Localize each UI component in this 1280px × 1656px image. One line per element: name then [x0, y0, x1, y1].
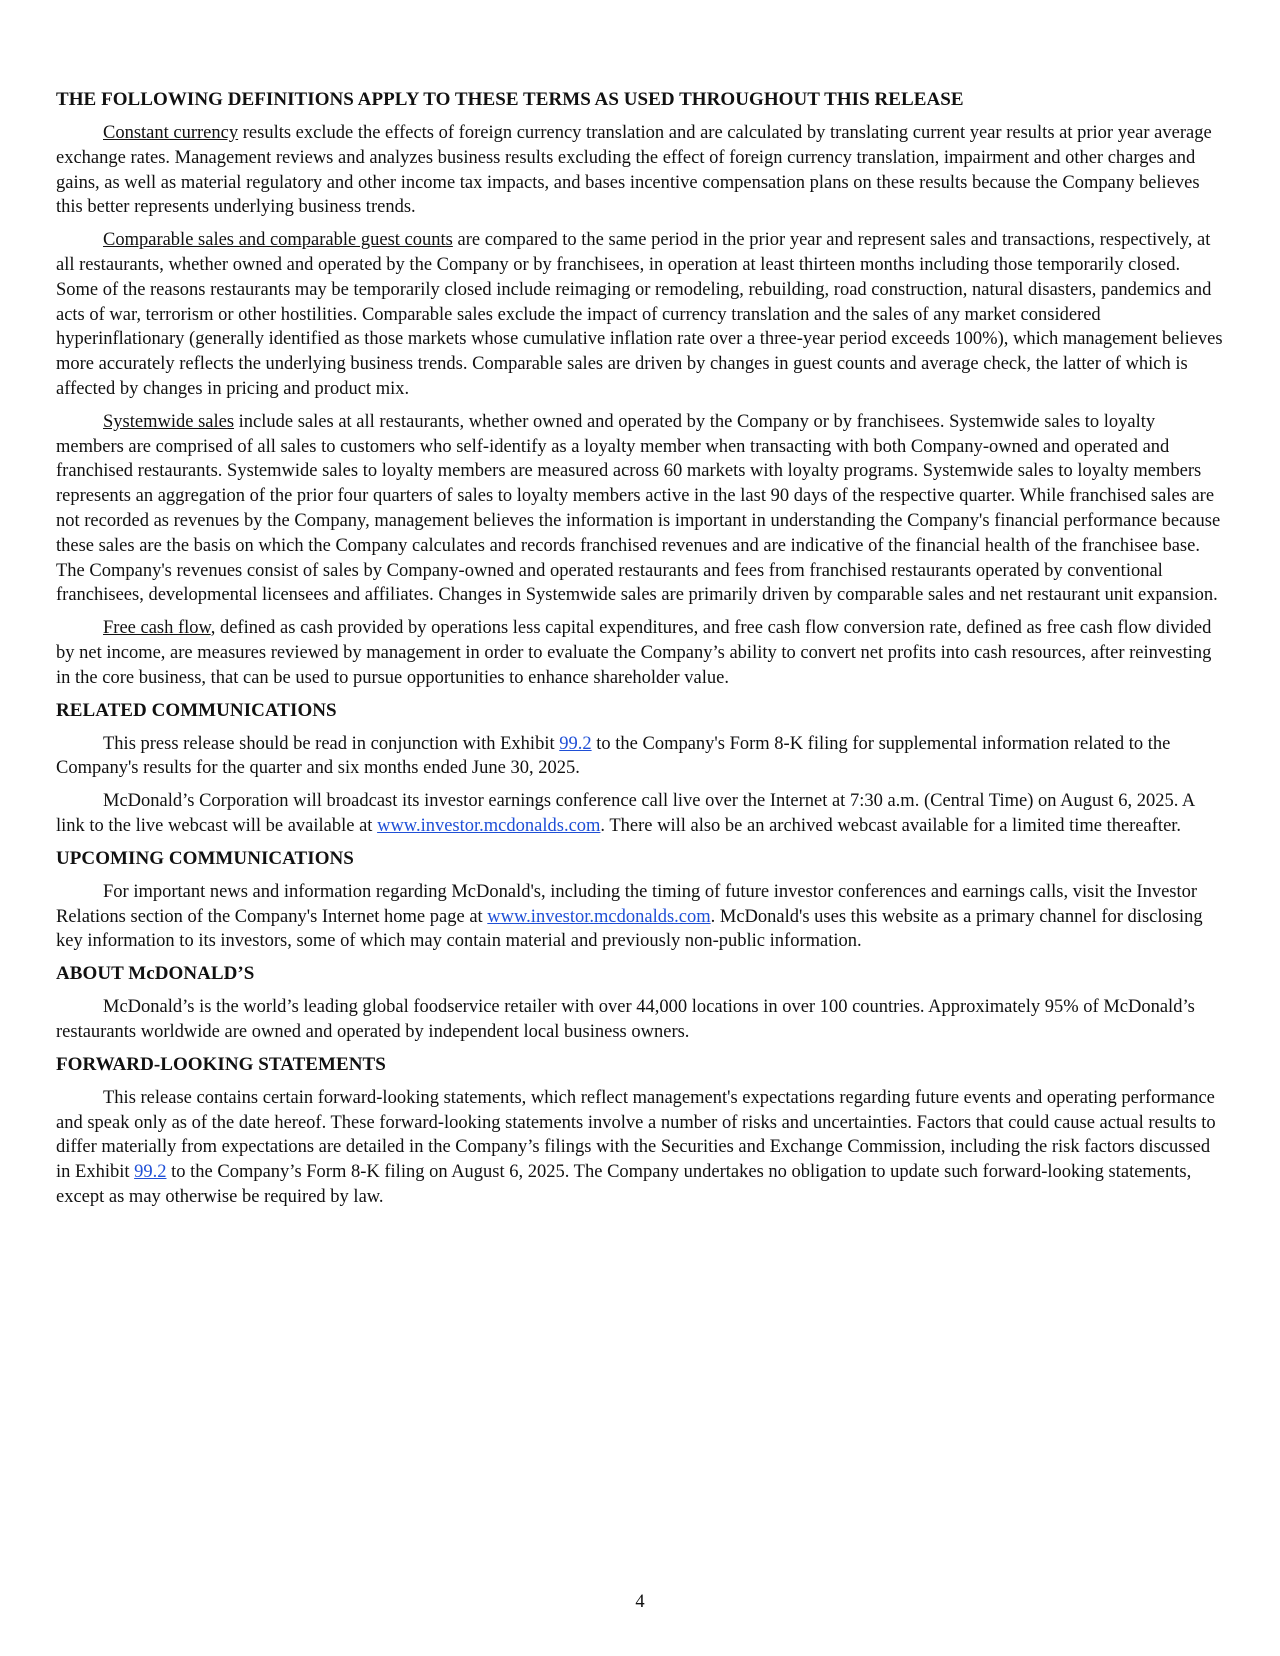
forward-looking-paragraph — [56, 1086, 1226, 1210]
definitions-heading: THE FOLLOWING DEFINITIONS APPLY TO THESE TERMS AS USED THROUGHOUT THIS RELEASE — [56, 89, 964, 110]
upcoming-communications-heading: UPCOMING COMMUNICATIONS — [56, 847, 354, 869]
exhibit-99-2-link[interactable]: 99.2 — [559, 733, 592, 754]
free-cash-flow-text: , defined as cash provided by operations less capital expenditures, and free cash flow conversion rate, defined as free cash flow divided by net income, are measures reviewed by management in order to evaluate the Company’s ability to convert net profits into cash resources, after reinvesting in the core business, that can be used to pursue opportunities to enhance shareholder value. — [56, 618, 1212, 688]
related-p1-text-after: to the Company's Form 8-K filing for supplemental information related to the Company's results for the quarter and six months ended June 30, 2025. — [56, 733, 1171, 779]
upcoming-text-before: For important news and information regarding McDonald's, including the timing of future investor conferences and earnings calls, visit the Investor Relations section of the Company's Internet home page at — [56, 881, 1198, 927]
page-number: 4 — [635, 1592, 645, 1612]
investor-website-link[interactable]: www.investor.mcdonalds.com — [377, 815, 601, 836]
exhibit-99-2-link-2[interactable]: 99.2 — [134, 1162, 167, 1183]
forward-looking-heading: FORWARD-LOOKING STATEMENTS — [56, 1053, 386, 1075]
investor-website-link-2[interactable]: www.investor.mcdonalds.com — [487, 906, 711, 927]
related-p1-text-before: This press release should be read in conjunction with Exhibit — [103, 733, 560, 754]
comparable-sales-paragraph — [56, 228, 1226, 402]
free-cash-flow-paragraph — [56, 616, 1226, 690]
related-paragraph-1 — [56, 732, 1226, 782]
upcoming-paragraph — [56, 880, 1226, 954]
constant-currency-paragraph — [56, 121, 1226, 220]
systemwide-sales-paragraph — [56, 410, 1226, 608]
forward-text-before: This release contains certain forward-looking statements, which reflect management's expectations regarding future events and operating performance and speak only as of the date hereof. These forward-looking statements involve a number of risks and uncertainties. Factors that could cause actual results to differ materially from expectations are detailed in the Company’s filings with the Securities and Exchange Commission, including the risk factors discussed in Exhibit — [56, 1087, 1216, 1183]
comparable-sales-term: Comparable sales and comparable guest counts — [103, 230, 453, 251]
forward-text-after: to the Company’s Form 8-K filing on August 6, 2025. The Company undertakes no obligation to update such forward-looking statements, except as may otherwise be required by law. — [56, 1162, 1192, 1207]
systemwide-sales-text: include sales at all restaurants, whether owned and operated by the Company or by franchisees. Systemwide sales to loyalty members are comprised of all sales to customers who self-identify as a loyalty member when transacting with both Company-owned and operated and franchised restaurants. Systemwide sales to loyalty members are measured across 60 markets with loyalty programs. Systemwide sales to loyalty members represents an aggregation of the prior four quarters of sales to loyalty members active in the last 90 days of the respective quarter. While franchised sales are not recorded as revenues by the Company, management believes the information is important in understanding the Company's financial performance because these sales are the basis on which the Company calculates and records franchised revenues and are indicative of the financial health of the franchisee base. The Company's revenues consist of sales by Company-owned and operated restaurants and fees from franchised restaurants operated by conventional franchisees, developmental licensees and affiliates. Changes in Systemwide sales are primarily driven by comparable sales and net restaurant unit expansion. — [56, 411, 1221, 606]
related-p2-text-after: . There will also be an archived webcast available for a limited time thereafter. — [600, 815, 1182, 836]
about-heading: ABOUT McDONALD’S — [56, 963, 255, 985]
comparable-sales-text: are compared to the same period in the prior year and represent sales and transactions, respectively, at all restaurants, whether owned and operated by the Company or by franchisees, in operation at least thirteen months including those temporarily closed. Some of the reasons restaurants may be temporarily closed include reimaging or remodeling, rebuilding, road construction, natural disasters, pandemics and acts of war, terrorism or other hostilities. Comparable sales exclude the impact of currency translation and the sales of any market considered hyperinflationary (generally identified as those markets whose cumulative inflation rate over a three-year period exceeds 100%), which management believes more accurately reflects the underlying business trends. Comparable sales are driven by changes in guest counts and average check, the latter of which is affected by changes in pricing and product mix. — [56, 230, 1223, 399]
related-p2-text-before: McDonald’s Corporation will broadcast its investor earnings conference call live over the Internet at 7:30 a.m. (Central Time) on August 6, 2025. A link to the live webcast will be available at — [56, 791, 1195, 836]
document-page — [56, 88, 1226, 1218]
related-paragraph-2 — [56, 789, 1226, 839]
systemwide-sales-term: Systemwide sales — [103, 411, 235, 432]
free-cash-flow-term: Free cash flow — [103, 618, 211, 639]
constant-currency-term: Constant currency — [103, 123, 239, 143]
related-communications-heading: RELATED COMMUNICATIONS — [56, 699, 337, 721]
about-paragraph: McDonald’s is the world’s leading global foodservice retailer with over 44,000 locations in over 100 countries. Approximately 95% of McDonald’s restaurants worldwide are owned and operated by independent local business owners. — [56, 997, 1195, 1042]
upcoming-text-after: . McDonald's uses this website as a primary channel for disclosing key information to its investors, some of which may contain material and previously non-public information. — [56, 906, 1203, 952]
constant-currency-text: results exclude the effects of foreign currency translation and are calculated by translating current year results at prior year average exchange rates. Management reviews and analyzes business results excluding the effect of foreign currency translation, impairment and other charges and gains, as well as material regulatory and other income tax impacts, and bases incentive compensation plans on these results because the Company believes this better represents underlying business trends. — [56, 123, 1212, 218]
